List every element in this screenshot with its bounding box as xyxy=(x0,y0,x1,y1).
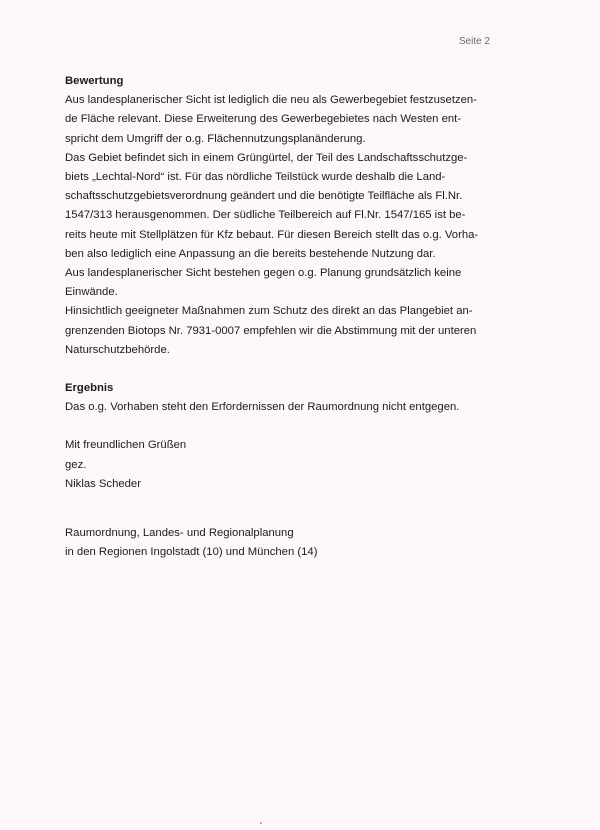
scan-speck xyxy=(260,822,262,824)
department-line-1: Raumordnung, Landes- und Regionalplanung xyxy=(65,527,294,540)
bewertung-line: grenzenden Biotops Nr. 7931-0007 empfehlen wir die Abstimmung mit der unteren xyxy=(65,324,477,337)
letter-body xyxy=(65,72,497,562)
bewertung-line: reits heute mit Stellplätzen für Kfz bebaut. Für diesen Bereich stellt das o.g. Vorha- xyxy=(65,228,479,241)
closing-gez: gez. xyxy=(65,458,87,471)
bewertung-line: ben also lediglich eine Anpassung an die bereits bestehende Nutzung dar. xyxy=(65,247,436,260)
bewertung-line: de Fläche relevant. Diese Erweiterung des Gewerbegebietes nach Westen ent- xyxy=(65,113,462,126)
bewertung-line: Aus landesplanerischer Sicht ist lediglich die neu als Gewerbegebiet festzusetzen- xyxy=(65,94,477,107)
page-number: Seite 2 xyxy=(458,36,490,47)
signer-name: Niklas Scheder xyxy=(65,477,141,490)
bewertung-line: spricht dem Umgriff der o.g. Flächennutzungsplanänderung. xyxy=(65,132,366,145)
bewertung-line: Einwände. xyxy=(65,286,118,299)
bewertung-line: 1547/313 herausgenommen. Der südliche Teilbereich auf Fl.Nr. 1547/165 ist be- xyxy=(65,209,466,222)
bewertung-line: biets „Lechtal-Nord“ ist. Für das nördliche Teilstück wurde deshalb die Land- xyxy=(65,171,446,184)
ergebnis-heading: Ergebnis xyxy=(65,382,114,395)
bewertung-line: Das Gebiet befindet sich in einem Grüngürtel, der Teil des Landschaftsschutzge- xyxy=(65,151,468,164)
bewertung-line: schaftsschutzgebietsverordnung geändert und die benötigte Teilfläche als Fl.Nr. xyxy=(65,190,463,203)
ergebnis-text: Das o.g. Vorhaben steht den Erfordernissen der Raumordnung nicht entgegen. xyxy=(65,401,460,414)
bewertung-paragraph xyxy=(65,91,497,360)
bewertung-line: Naturschutzbehörde. xyxy=(65,343,170,356)
bewertung-line: Aus landesplanerischer Sicht bestehen gegen o.g. Planung grundsätzlich keine xyxy=(65,267,462,280)
bewertung-heading: Bewertung xyxy=(65,75,124,87)
department-line-2: in den Regionen Ingolstadt (10) und München (14) xyxy=(65,546,318,559)
bewertung-line: Hinsichtlich geeigneter Maßnahmen zum Schutz des direkt an das Plangebiet an- xyxy=(65,305,473,318)
closing-greeting: Mit freundlichen Grüßen xyxy=(65,439,187,452)
